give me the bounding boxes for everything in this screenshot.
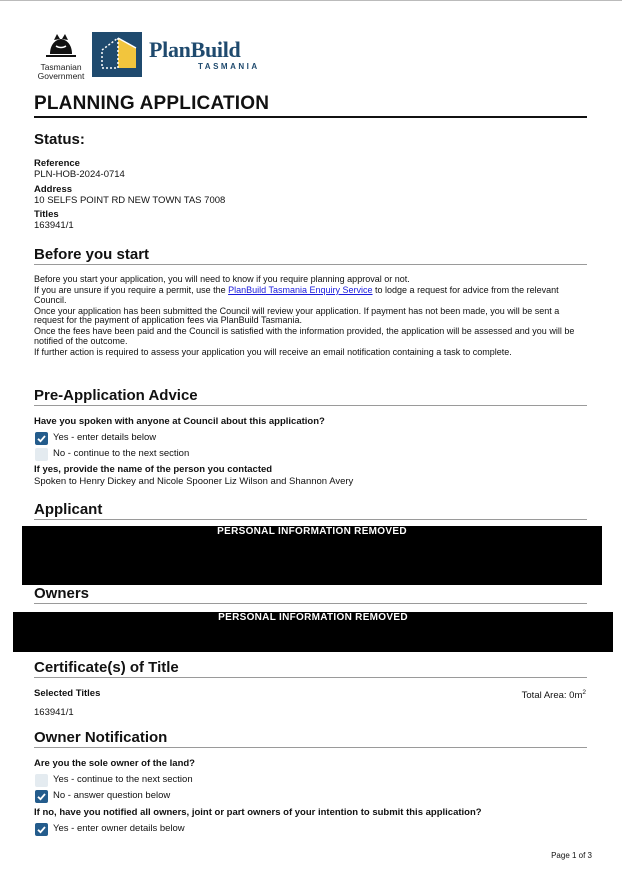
pre-application-question: Have you spoken with anyone at Council about this application? — [34, 416, 325, 427]
enquiry-service-link[interactable]: PlanBuild Tasmania Enquiry Service — [228, 285, 373, 295]
section-rule — [34, 405, 587, 406]
pre-app-yes-label: Yes - enter details below — [53, 432, 157, 443]
total-area — [522, 689, 586, 701]
page-number: Page 1 of 3 — [551, 851, 592, 860]
gov-line2: Government — [37, 71, 85, 81]
gov-line1: Tasmanian — [40, 62, 82, 72]
checkmark-icon — [35, 790, 48, 803]
tasmanian-devil-icon — [34, 32, 88, 58]
before-start-p2 — [34, 286, 587, 305]
notified-yes-label: Yes - enter owner details below — [53, 823, 185, 834]
person-contacted-value: Spoken to Henry Dickey and Nicole Spooner Liz Wilson and Shannon Avery — [34, 476, 354, 487]
page-title: PLANNING APPLICATION — [34, 93, 270, 114]
p2-after: to lodge a request for advice from the relevant Council. — [34, 285, 559, 305]
notified-owners-question: If no, have you notified all owners, joint or part owners of your intention to submit this application? — [34, 807, 482, 818]
reference-label: Reference — [34, 158, 80, 169]
section-rule — [34, 603, 587, 604]
pre-app-yes-checkbox[interactable] — [35, 432, 48, 445]
applicant-redaction-text: PERSONAL INFORMATION REMOVED — [217, 526, 407, 537]
titles-label: Titles — [34, 209, 59, 220]
status-heading: Status: — [34, 131, 85, 148]
sole-owner-question: Are you the sole owner of the land? — [34, 758, 195, 769]
sole-owner-no-label: No - answer question below — [53, 790, 171, 801]
pre-application-heading: Pre-Application Advice — [34, 387, 198, 404]
before-start-heading: Before you start — [34, 246, 150, 263]
before-start-text — [34, 275, 587, 359]
section-rule — [34, 677, 587, 678]
top-border — [0, 0, 622, 1]
reference-value: PLN-HOB-2024-0714 — [34, 169, 125, 180]
planbuild-sub: TASMANIA — [198, 62, 260, 71]
certificate-heading: Certificate(s) of Title — [34, 659, 179, 676]
before-start-p5: If further action is required to assess your application you will receive an email notification containing a task to complete. — [34, 346, 512, 357]
sole-owner-yes-label: Yes - continue to the next section — [53, 774, 193, 785]
planbuild-logo-mark — [92, 32, 142, 77]
total-area-unit: 2 — [582, 689, 586, 696]
title-rule — [34, 116, 587, 118]
sole-owner-no-checkbox[interactable] — [35, 790, 48, 803]
before-start-p4: Once the fees have been paid and the Council is satisfied with the information provided, the application will be assessed and you will be notified of the outcome. — [34, 326, 575, 346]
section-rule — [34, 519, 587, 520]
p2-before: If you are unsure if you require a permit, use the — [34, 285, 229, 295]
planbuild-name: PlanBuild — [149, 37, 241, 62]
owner-notification-heading: Owner Notification — [34, 729, 168, 746]
tasmanian-government-logo — [34, 32, 88, 81]
owners-redaction — [13, 612, 613, 652]
owners-redaction-text: PERSONAL INFORMATION REMOVED — [218, 612, 408, 623]
applicant-heading: Applicant — [34, 501, 103, 518]
section-rule — [34, 264, 587, 265]
before-start-p3: Once your application has been submitted the Council will review your application. If payment has not been made, you will be sent a request for the payment of application fees via PlanBuild Tasmania. — [34, 305, 560, 325]
checkmark-icon — [35, 432, 48, 445]
certificate-title-value: 163941/1 — [34, 707, 74, 718]
checkmark-icon — [35, 823, 48, 836]
address-value: 10 SELFS POINT RD NEW TOWN TAS 7008 — [34, 195, 226, 206]
applicant-redaction — [22, 526, 602, 585]
pre-app-no-label: No - continue to the next section — [53, 448, 190, 459]
person-contacted-label: If yes, provide the name of the person you contacted — [34, 464, 273, 475]
house-icon — [92, 32, 142, 77]
sole-owner-yes-checkbox[interactable] — [35, 774, 48, 787]
owners-heading: Owners — [34, 585, 90, 602]
total-area-text: Total Area: 0m — [521, 690, 583, 702]
address-label: Address — [34, 184, 73, 195]
before-start-p1: Before you start your application, you will need to know if you require planning approval or not. — [34, 274, 410, 284]
pre-app-no-checkbox[interactable] — [35, 448, 48, 461]
selected-titles-label: Selected Titles — [34, 688, 101, 699]
titles-value: 163941/1 — [34, 220, 74, 231]
notified-yes-checkbox[interactable] — [35, 823, 48, 836]
section-rule — [34, 747, 587, 748]
